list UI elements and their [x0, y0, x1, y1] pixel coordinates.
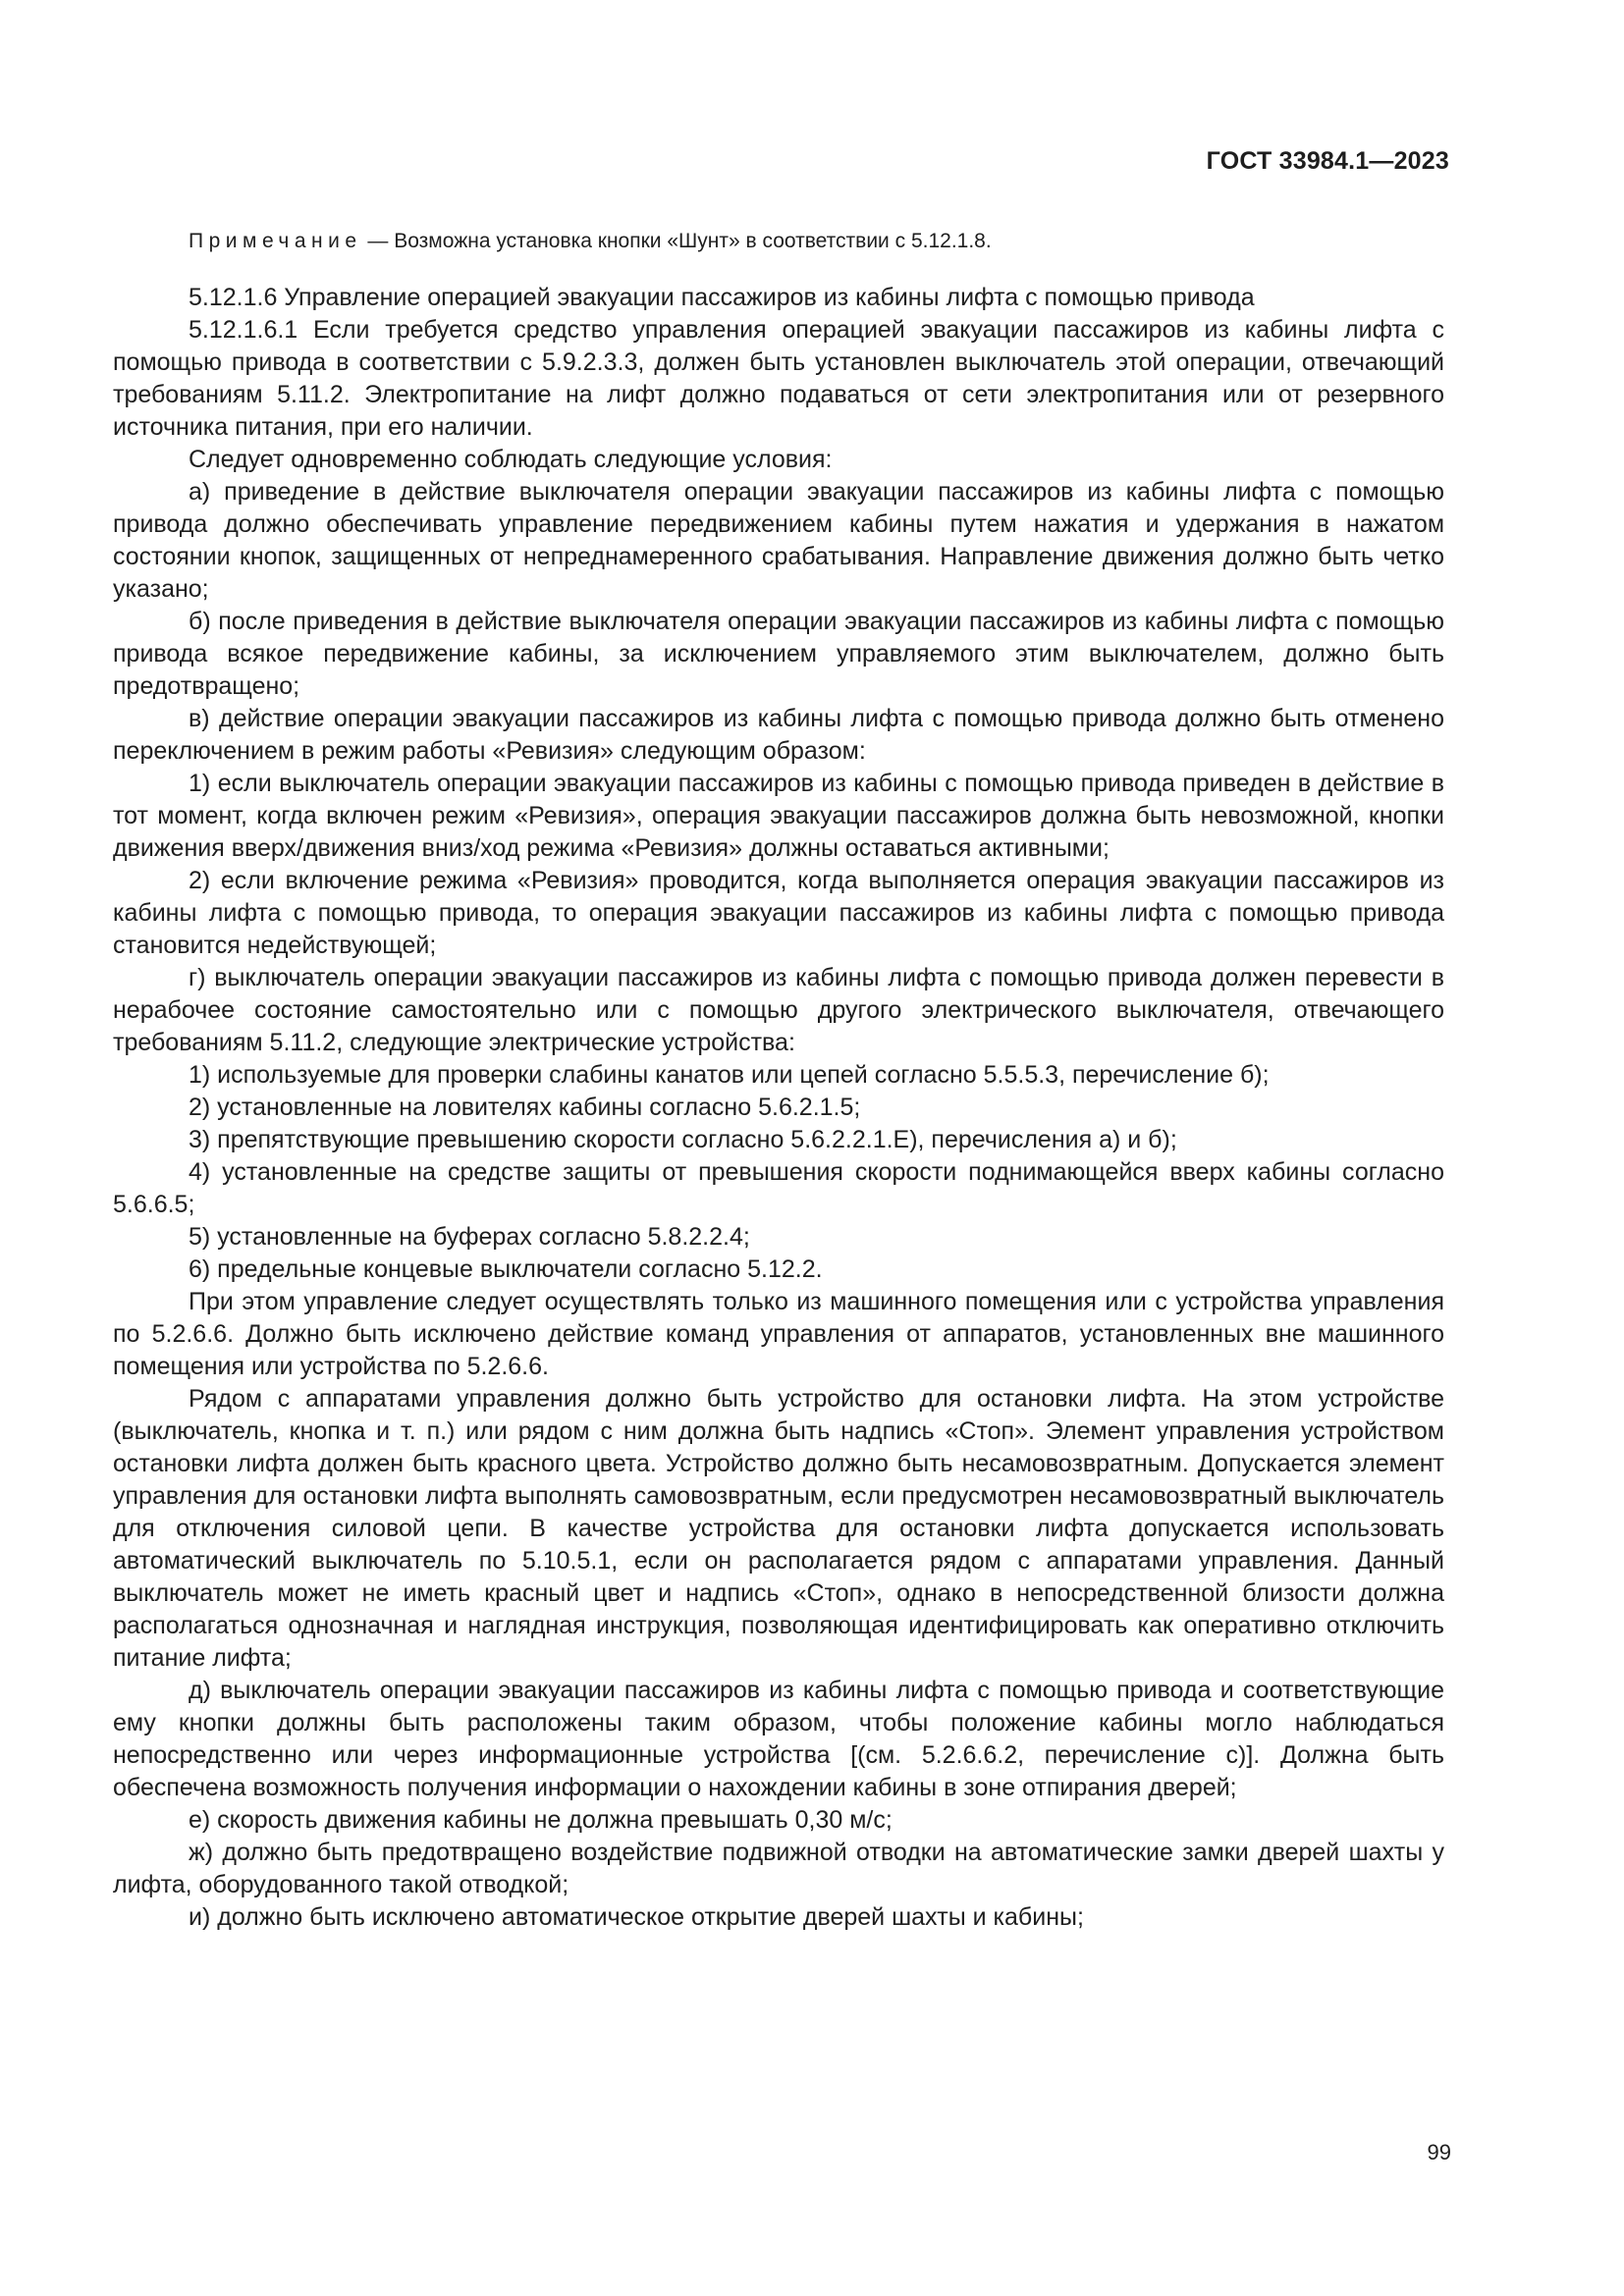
list-item: 2) если включение режима «Ревизия» проводится, когда выполняется операция эвакуации пассажиров из кабины лифта с помощью привода, то операция эвакуации пассажиров из кабины лифта с помощью привода становится недействующей; — [113, 867, 1444, 959]
note-label: Примечание — [189, 230, 362, 252]
list-item: 5) установленные на буферах согласно 5.8.2.2.4; — [189, 1223, 750, 1251]
list-item: 3) препятствующие превышению скорости согласно 5.6.2.2.1.Е), перечисления а) и б); — [189, 1126, 1177, 1153]
list-item: 1) если выключатель операции эвакуации пассажиров из кабины с помощью привода приведен в действие в тот момент, когда включен режим «Ревизия», операция эвакуации пассажиров должна быть невозможной, кнопки движения вверх/движения вниз/ход режима «Ревизия» должны оставаться активными; — [113, 770, 1444, 862]
list-item: б) после приведения в действие выключателя операции эвакуации пассажиров из кабины лифта с помощью привода всякое передвижение кабины, за исключением управляемого этим выключателем, должно быть предотвращено; — [113, 608, 1444, 700]
paragraph: Рядом с аппаратами управления должно быть устройство для остановки лифта. На этом устройстве (выключатель, кнопка и т. п.) или рядом с ним должна быть надпись «Стоп». Элемент управления устройством остановки лифта должен быть красного цвета. Устройство должно быть несамовозвратным. Допускается элемент управления для остановки лифта выполнять самовозвратным, если предусмотрен несамовозвратный выключатель для отключения силовой цепи. В качестве устройства для остановки лифта допускается использовать автоматический выключатель по 5.10.5.1, если он располагается рядом с аппаратами управления. Данный выключатель может не иметь красный цвет и надпись «Стоп», однако в непосредственной близости должна располагаться однозначная и наглядная инструкция, позволяющая идентифицировать как оперативно отключить питание лифта; — [113, 1385, 1444, 1672]
document-code: ГОСТ 33984.1—2023 — [1206, 147, 1449, 175]
note-text: — Возможна установка кнопки «Шунт» в соответствии с 5.12.1.8. — [361, 230, 992, 252]
list-item: в) действие операции эвакуации пассажиров из кабины лифта с помощью привода должно быть отменено переключением в режим работы «Ревизия» следующим образом: — [113, 705, 1444, 765]
paragraph: 5.12.1.6.1 Если требуется средство управления операцией эвакуации пассажиров из кабины лифта с помощью привода в соответствии с 5.9.2.3.3, должен быть установлен выключатель этой операции, отвечающий требованиям 5.11.2. Электропитание на лифт должно подаваться от сети электропитания или от резервного источника питания, при его наличии. — [113, 316, 1444, 441]
paragraph: Следует одновременно соблюдать следующие условия: — [189, 446, 833, 473]
list-item: ж) должно быть предотвращено воздействие подвижной отводки на автоматические замки дверей шахты у лифта, оборудованного такой отводкой; — [113, 1839, 1444, 1898]
list-item: 6) предельные концевые выключатели согласно 5.12.2. — [189, 1255, 823, 1283]
list-item: 4) установленные на средстве защиты от превышения скорости поднимающейся вверх кабины согласно 5.6.6.5; — [113, 1158, 1444, 1218]
list-item: д) выключатель операции эвакуации пассажиров из кабины лифта с помощью привода и соответствующие ему кнопки должны быть расположены таким образом, чтобы положение кабины могло наблюдаться непосредственно или через информационные устройства [(см. 5.2.6.6.2, перечисление с)]. Должна быть обеспечена возможность получения информации о нахождении кабины в зоне отпирания дверей; — [113, 1677, 1444, 1801]
paragraph: При этом управление следует осуществлять только из машинного помещения или с устройства управления по 5.2.6.6. Должно быть исключено действие команд управления от аппаратов, установленных вне машинного помещения или устройства по 5.2.6.6. — [113, 1288, 1444, 1380]
list-item: и) должно быть исключено автоматическое открытие дверей шахты и кабины; — [189, 1903, 1084, 1931]
list-item: г) выключатель операции эвакуации пассажиров из кабины лифта с помощью привода должен перевести в нерабочее состояние самостоятельно или с помощью другого электрического выключателя, отвечающего требованиям 5.11.2, следующие электрические устройства: — [113, 964, 1444, 1056]
page-number: 99 — [1427, 2140, 1451, 2164]
document-body — [113, 271, 1444, 1934]
list-item: а) приведение в действие выключателя операции эвакуации пассажиров из кабины лифта с помощью привода должно обеспечивать управление передвижением кабины путем нажатия и удержания в нажатом состоянии кнопок, защищенных от непреднамеренного срабатывания. Направление движения должно быть четко указано; — [113, 478, 1444, 603]
list-item: 1) используемые для проверки слабины канатов или цепей согласно 5.5.5.3, перечисление б); — [189, 1061, 1270, 1089]
list-item: е) скорость движения кабины не должна превышать 0,30 м/с; — [189, 1806, 893, 1834]
section-heading: 5.12.1.6 Управление операцией эвакуации пассажиров из кабины лифта с помощью привода — [189, 284, 1255, 311]
note — [189, 226, 1455, 257]
list-item: 2) установленные на ловителях кабины согласно 5.6.2.1.5; — [189, 1094, 861, 1121]
